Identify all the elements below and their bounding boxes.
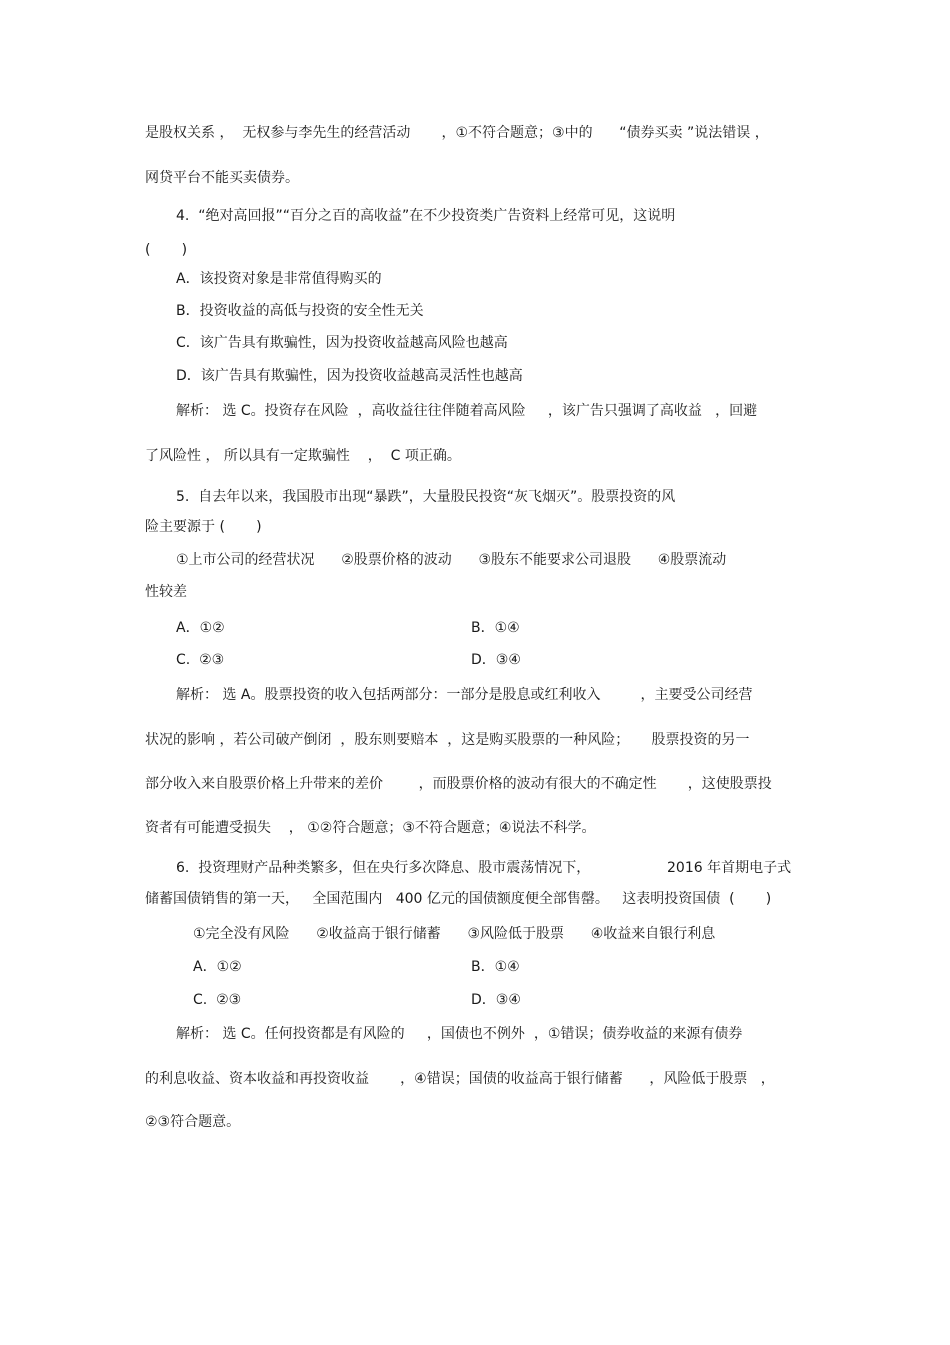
text-line: 险主要源于 ( ): [145, 519, 262, 535]
option-b: B．①④: [471, 959, 520, 975]
option-a: A．①②: [176, 620, 225, 636]
answer-bracket: ( ): [145, 242, 188, 258]
text-line: 储蓄国债销售的第一天， 全国范围内 400 亿元的国债额度便全部售罄。 这表明投资国债 ( ): [145, 891, 772, 907]
text-line: 的利息收益、资本收益和再投资收益 ，④错误；国债的收益高于银行储蓄 ，风险低于股票 ，: [145, 1071, 775, 1087]
option-b: B．①④: [471, 620, 520, 636]
option-d: D．该广告具有欺骗性，因为投资收益越高灵活性也越高: [176, 368, 523, 384]
text-line: 了风险性 ， 所以具有一定欺骗性 ， C 项正确。: [145, 448, 461, 464]
option-d: D．③④: [471, 992, 521, 1008]
option-c: C．该广告具有欺骗性，因为投资收益越高风险也越高: [176, 335, 508, 351]
question-6-stem-end: 2016 年首期电子式: [667, 860, 792, 876]
text-line: ②③符合题意。: [145, 1114, 241, 1130]
analysis-5: 解析： 选 A。股票投资的收入包括两部分：一部分是股息或红利收入 ，主要受公司经营: [176, 687, 753, 703]
text-line: 性较差: [145, 584, 187, 600]
option-a: A．该投资对象是非常值得购买的: [176, 271, 382, 287]
statements-6: ①完全没有风险 ②收益高于银行储蓄 ③风险低于股票 ④收益来自银行利息: [193, 926, 716, 942]
statements-5: ①上市公司的经营状况 ②股票价格的波动 ③股东不能要求公司退股 ④股票流动: [176, 552, 727, 568]
text-line: 网贷平台不能买卖债券。: [145, 170, 299, 186]
analysis-6: 解析： 选 C。任何投资都是有风险的 ，国债也不例外 ，①错误；债券收益的来源有债券: [176, 1026, 743, 1042]
option-d: D．③④: [471, 652, 521, 668]
option-c: C. ②③: [193, 992, 242, 1008]
question-4-stem: 4. “绝对高回报”“百分之百的高收益”在不少投资类广告资料上经常可见，这说明: [176, 208, 676, 224]
option-c: C. ②③: [176, 652, 225, 668]
option-b: B．投资收益的高低与投资的安全性无关: [176, 303, 424, 319]
text-line: 状况的影响 ，若公司破产倒闭 ，股东则要赔本 ，这是购买股票的一种风险； 股票投资的另一: [145, 732, 750, 748]
question-5-stem: 5. 自去年以来，我国股市出现“暴跌”，大量股民投资“灰飞烟灭”。股票投资的风: [176, 489, 676, 505]
analysis-4: 解析： 选 C。投资存在风险 ，高收益往往伴随着高风险 ，该广告只强调了高收益 ，回避: [176, 403, 758, 419]
text-line: 部分收入来自股票价格上升带来的差价 ，而股票价格的波动有很大的不确定性 ，这使股票投: [145, 776, 772, 792]
text-line: 是股权关系 ， 无权参与李先生的经营活动 ，①不符合题意；③中的 “债券买卖 ”说法错误 ，: [145, 125, 769, 141]
question-6-stem: 6. 投资理财产品种类繁多，但在央行多次降息、股市震荡情况下，: [176, 860, 591, 876]
option-a: A．①②: [193, 959, 242, 975]
text-line: 资者有可能遭受损失 ， ①②符合题意；③不符合题意；④说法不科学。: [145, 820, 596, 836]
